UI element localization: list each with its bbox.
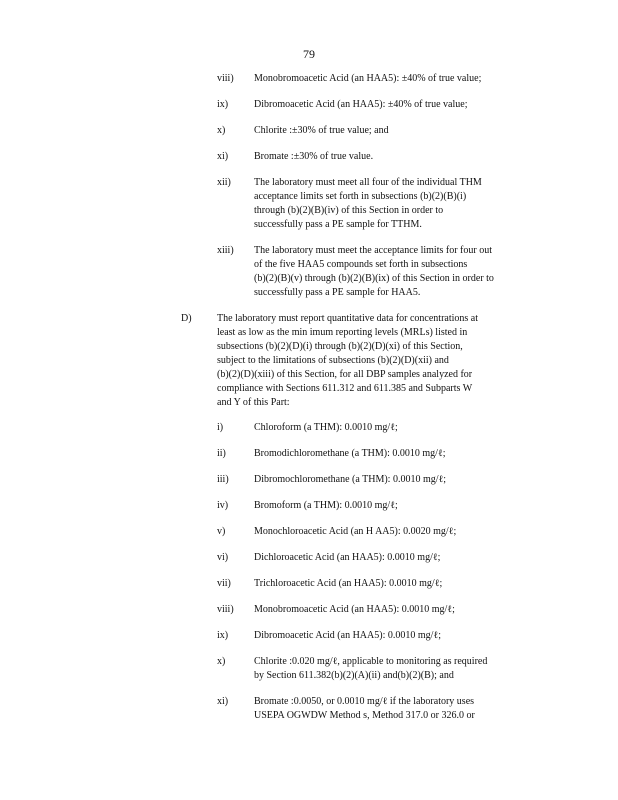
item-text: Chlorite :±30% of true value; and [254, 125, 389, 136]
item-text-line: successfully pass a PE sample for TTHM. [254, 219, 422, 230]
item-number: xi) [217, 151, 229, 162]
item-text: Monobromoacetic Acid (an HAA5): 0.0010 mg/ℓ; [254, 604, 455, 615]
item-text-line: Chlorite :0.020 mg/ℓ, applicable to monitoring as required [254, 656, 488, 667]
item-number: x) [217, 656, 226, 667]
item-text-line: USEPA OGWDW Method s, Method 317.0 or 326.0 or [254, 710, 475, 721]
item-number: xi) [217, 696, 229, 707]
section-text-line: compliance with Sections 611.312 and 611.385 and Subparts W [217, 383, 473, 394]
item-number: viii) [217, 604, 234, 615]
item-number: ii) [217, 448, 226, 459]
item-text: Monobromoacetic Acid (an HAA5): ±40% of true value; [254, 73, 482, 84]
item-text: Bromoform (a THM): 0.0010 mg/ℓ; [254, 500, 398, 511]
item-text-line: by Section 611.382(b)(2)(A)(ii) and(b)(2)(B); and [254, 670, 454, 681]
item-text-line: of the five HAA5 compounds set forth in subsections [254, 259, 468, 270]
item-text-line: Bromate :0.0050, or 0.0010 mg/ℓ if the laboratory uses [254, 696, 475, 707]
item-text-line: The laboratory must meet the acceptance limits for four out [254, 245, 492, 256]
item-number: xii) [217, 177, 231, 188]
item-text-line: (b)(2)(B)(v) through (b)(2)(B)(ix) of this Section in order to [254, 273, 494, 284]
item-text: Dichloroacetic Acid (an HAA5): 0.0010 mg/ℓ; [254, 552, 441, 563]
section-text-line: The laboratory must report quantitative data for concentrations at [217, 313, 479, 324]
item-number: vii) [217, 578, 231, 589]
item-text-line: successfully pass a PE sample for HAA5. [254, 287, 421, 298]
section-text-line: subsections (b)(2)(D)(i) through (b)(2)(D)(xi) of this Section, [217, 341, 463, 352]
item-number: vi) [217, 552, 229, 563]
item-text-line: acceptance limits set forth in subsections (b)(2)(B)(i) [254, 191, 467, 202]
section-text-line: least as low as the min imum reporting levels (MRLs) listed in [217, 327, 468, 338]
item-text: Bromodichloromethane (a THM): 0.0010 mg/ℓ; [254, 448, 446, 459]
item-text-line: The laboratory must meet all four of the individual THM [254, 177, 482, 188]
item-text-line: through (b)(2)(B)(iv) of this Section in order to [254, 205, 444, 216]
section-text-line: (b)(2)(D)(xiii) of this Section, for all DBP samples analyzed for [217, 369, 473, 380]
item-text: Bromate :±30% of true value. [254, 151, 374, 162]
item-text: Chloroform (a THM): 0.0010 mg/ℓ; [254, 422, 398, 433]
item-text: Dibromoacetic Acid (an HAA5): 0.0010 mg/ℓ; [254, 630, 441, 641]
item-number: x) [217, 125, 226, 136]
item-number: v) [217, 526, 226, 537]
item-number: viii) [217, 73, 234, 84]
item-number: ix) [217, 99, 229, 110]
item-number: iv) [217, 500, 229, 511]
item-text: Trichloroacetic Acid (an HAA5): 0.0010 mg/ℓ; [254, 578, 443, 589]
item-text: Dibromochloromethane (a THM): 0.0010 mg/ℓ; [254, 474, 447, 485]
page-number: 79 [303, 47, 315, 61]
item-text: Dibromoacetic Acid (an HAA5): ±40% of true value; [254, 99, 468, 110]
item-text: Monochloroacetic Acid (an H AA5): 0.0020 mg/ℓ; [254, 526, 457, 537]
section-text-line: subject to the limitations of subsections (b)(2)(D)(xii) and [217, 355, 449, 366]
section-text-line: and Y of this Part: [217, 397, 290, 408]
item-number: ix) [217, 630, 229, 641]
item-number: i) [217, 422, 224, 433]
item-number: xiii) [217, 245, 234, 256]
section-label: D) [181, 313, 192, 324]
item-number: iii) [217, 474, 229, 485]
